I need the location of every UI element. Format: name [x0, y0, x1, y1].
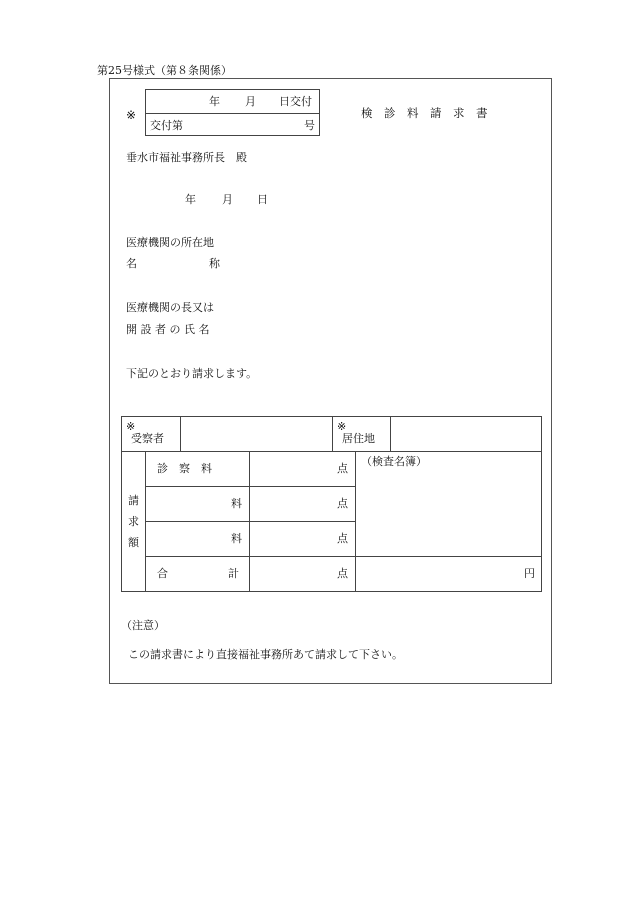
row-label-fee: 料: [231, 497, 242, 510]
table-vrule: [355, 451, 356, 592]
claim-label-1: 請: [128, 494, 139, 507]
issue-box-divider: [145, 113, 320, 114]
issue-mark: ※: [126, 108, 137, 122]
institution-name-label-1: 名: [126, 257, 137, 270]
row-unit: 点: [337, 462, 348, 475]
yen-unit: 円: [524, 567, 535, 580]
institution-name-label-2: 称: [209, 257, 220, 270]
institution-address-label: 医療機関の所在地: [126, 236, 214, 249]
form-number: 第25号様式（第８条関係）: [97, 64, 232, 77]
residence-mark: ※: [337, 420, 347, 433]
row-label-exam-fee: 診 察 料: [157, 462, 212, 475]
row-label-fee: 料: [231, 532, 242, 545]
claim-label-2: 求: [128, 515, 139, 528]
issue-day: 日交付: [279, 95, 312, 108]
patient-label: 受察者: [131, 432, 164, 445]
date-year: 年: [185, 193, 196, 206]
issue-number-label: 交付第: [150, 119, 183, 132]
table-vrule: [332, 416, 333, 451]
notes-text: この請求書により直接福祉事務所あて請求して下さい。: [128, 648, 403, 661]
institution-head-label-2: 開 設 者 の 氏 名: [126, 323, 210, 336]
institution-head-label-1: 医療機関の長又は: [126, 301, 214, 314]
issue-year: 年: [209, 95, 220, 108]
row-unit: 点: [337, 497, 348, 510]
table-row-rule: [145, 486, 355, 487]
issue-number-suffix: 号: [304, 119, 315, 132]
table-rule-top: [121, 451, 542, 452]
table-vrule: [180, 416, 181, 451]
row-unit: 点: [337, 532, 348, 545]
table-row-rule: [145, 521, 355, 522]
total-label-1: 合: [157, 567, 168, 580]
date-day: 日: [257, 193, 268, 206]
issue-month: 月: [245, 95, 256, 108]
total-label-2: 計: [228, 567, 239, 580]
request-text: 下記のとおり請求します。: [126, 367, 258, 380]
table-row-rule: [145, 556, 542, 557]
claim-label-3: 額: [128, 536, 139, 549]
patient-mark: ※: [126, 420, 136, 433]
total-unit: 点: [337, 567, 348, 580]
notes-title: （注意）: [121, 619, 165, 632]
addressee: 垂水市福祉事務所長 殿: [126, 151, 247, 164]
exam-list-label: （検査名簿）: [361, 455, 427, 468]
form-frame: [109, 78, 552, 684]
residence-label: 居住地: [342, 432, 375, 445]
table-vrule: [390, 416, 391, 451]
document-title: 検 診 料 請 求 書: [361, 106, 488, 120]
date-month: 月: [222, 193, 233, 206]
